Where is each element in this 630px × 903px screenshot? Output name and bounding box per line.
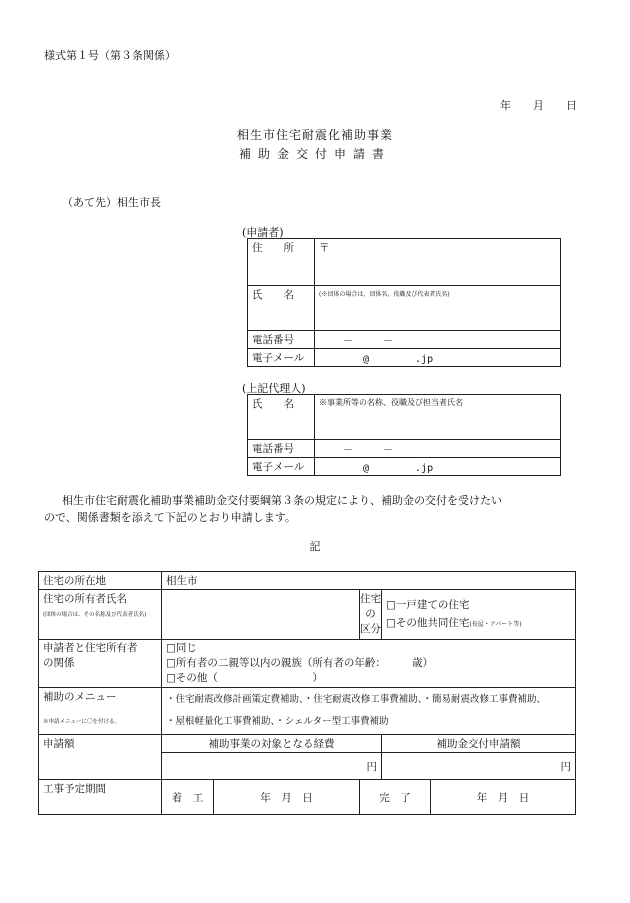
end-date-field[interactable]: 年 月 日 bbox=[431, 780, 576, 815]
address-field[interactable]: 〒 bbox=[315, 239, 561, 286]
location-label: 住宅の所在地 bbox=[39, 572, 162, 590]
main-table bbox=[38, 571, 576, 815]
cost-header: 補助事業の対象となる経費 bbox=[162, 735, 382, 753]
page-title: 相生市住宅耐震化補助事業 bbox=[236, 128, 393, 142]
body-text-2: ので、関係書類を添えて下記のとおり申請します。 bbox=[44, 511, 296, 524]
relation-label-cell bbox=[39, 640, 162, 688]
form-number: 様式第１号（第３条関係） bbox=[44, 49, 176, 62]
kubun-line2: の bbox=[365, 608, 376, 620]
kubun-options bbox=[382, 590, 576, 640]
kubun-option-detached[interactable]: □一戸建ての住宅 bbox=[386, 599, 470, 611]
phone-label: 電話番号 bbox=[248, 331, 315, 349]
ki-label: 記 bbox=[309, 540, 321, 553]
owner-field[interactable] bbox=[162, 590, 360, 640]
grant-field[interactable] bbox=[382, 753, 576, 780]
location-field[interactable]: 相生市 bbox=[162, 572, 576, 590]
amount-label: 申請額 bbox=[39, 735, 162, 780]
cost-yen: 円 bbox=[366, 760, 377, 773]
date-line: 年 月 日 bbox=[500, 99, 577, 112]
agent-table bbox=[247, 394, 561, 476]
relation-option-other[interactable]: □その他（ ） bbox=[166, 672, 323, 684]
agent-name-field[interactable] bbox=[315, 395, 561, 440]
menu-options bbox=[162, 688, 576, 735]
grant-yen: 円 bbox=[560, 760, 572, 773]
kubun-option-other-label: □その他共同住宅 bbox=[386, 617, 470, 629]
schedule-label: 工事予定期間 bbox=[39, 780, 162, 815]
owner-label-cell bbox=[39, 590, 162, 640]
kubun-line1: 住宅 bbox=[360, 593, 381, 605]
agent-name-note: ※事業所等の名称、役職及び担当者氏名 bbox=[319, 398, 463, 407]
menu-label: 補助のメニュー bbox=[43, 691, 117, 703]
relation-option-same[interactable]: □同じ bbox=[166, 642, 197, 654]
name-note: (※団体の場合は、団体名、役職及び代表者氏名) bbox=[319, 291, 450, 298]
start-date-field[interactable]: 年 月 日 bbox=[214, 780, 360, 815]
agent-phone-label: 電話番号 bbox=[248, 440, 315, 458]
email-field[interactable]: @ .jp bbox=[315, 349, 561, 367]
kubun-option-other-note: (長屋・アパート等) bbox=[469, 621, 522, 628]
addressee: （あて先）相生市長 bbox=[62, 196, 161, 209]
kubun-line3: 区分 bbox=[360, 623, 381, 635]
agent-email-field[interactable]: @ .jp bbox=[315, 458, 561, 476]
kubun-option-other[interactable] bbox=[386, 614, 571, 634]
owner-label: 住宅の所有者氏名 bbox=[43, 593, 127, 605]
relation-label-1: 申請者と住宅所有者 bbox=[43, 642, 138, 654]
applicant-table bbox=[247, 238, 561, 367]
address-label: 住 所 bbox=[248, 239, 315, 286]
menu-line-2[interactable]: ・屋根軽量化工事費補助、・シェルター型工事費補助 bbox=[166, 716, 389, 727]
menu-label-cell bbox=[39, 688, 162, 735]
email-label: 電子メール bbox=[248, 349, 315, 367]
agent-phone-field[interactable]: － － bbox=[315, 440, 561, 458]
start-label: 着 工 bbox=[162, 780, 214, 815]
grant-header: 補助金交付申請額 bbox=[382, 735, 576, 753]
menu-note: ※申請メニューに〇を付ける。 bbox=[43, 719, 121, 725]
kubun-label bbox=[360, 590, 382, 640]
applicant-heading: (申請者) bbox=[242, 226, 284, 239]
name-field[interactable] bbox=[315, 286, 561, 331]
relation-option-relative[interactable]: □所有者の二親等以内の親族（所有者の年齢： 歳） bbox=[166, 657, 434, 669]
page-subtitle: 補助金交付申請書 bbox=[238, 147, 391, 161]
name-label: 氏 名 bbox=[248, 286, 315, 331]
relation-options bbox=[162, 640, 576, 688]
menu-line-1[interactable]: ・住宅耐震改修計画策定費補助、・住宅耐震改修工事費補助、・簡易耐震改修工事費補助、 bbox=[166, 694, 547, 705]
cost-field[interactable] bbox=[162, 753, 382, 780]
owner-note: (団体の場合は、その名称及び代表者氏名) bbox=[43, 612, 147, 618]
agent-heading: (上記代理人) bbox=[242, 382, 306, 395]
relation-label-2: の関係 bbox=[43, 657, 75, 669]
agent-email-label: 電子メール bbox=[248, 458, 315, 476]
body-text-1: 相生市住宅耐震化補助事業補助金交付要綱第３条の規定により、補助金の交付を受けたい bbox=[62, 494, 502, 507]
agent-name-label: 氏 名 bbox=[248, 395, 315, 440]
phone-field[interactable]: － － bbox=[315, 331, 561, 349]
end-label: 完 了 bbox=[360, 780, 431, 815]
